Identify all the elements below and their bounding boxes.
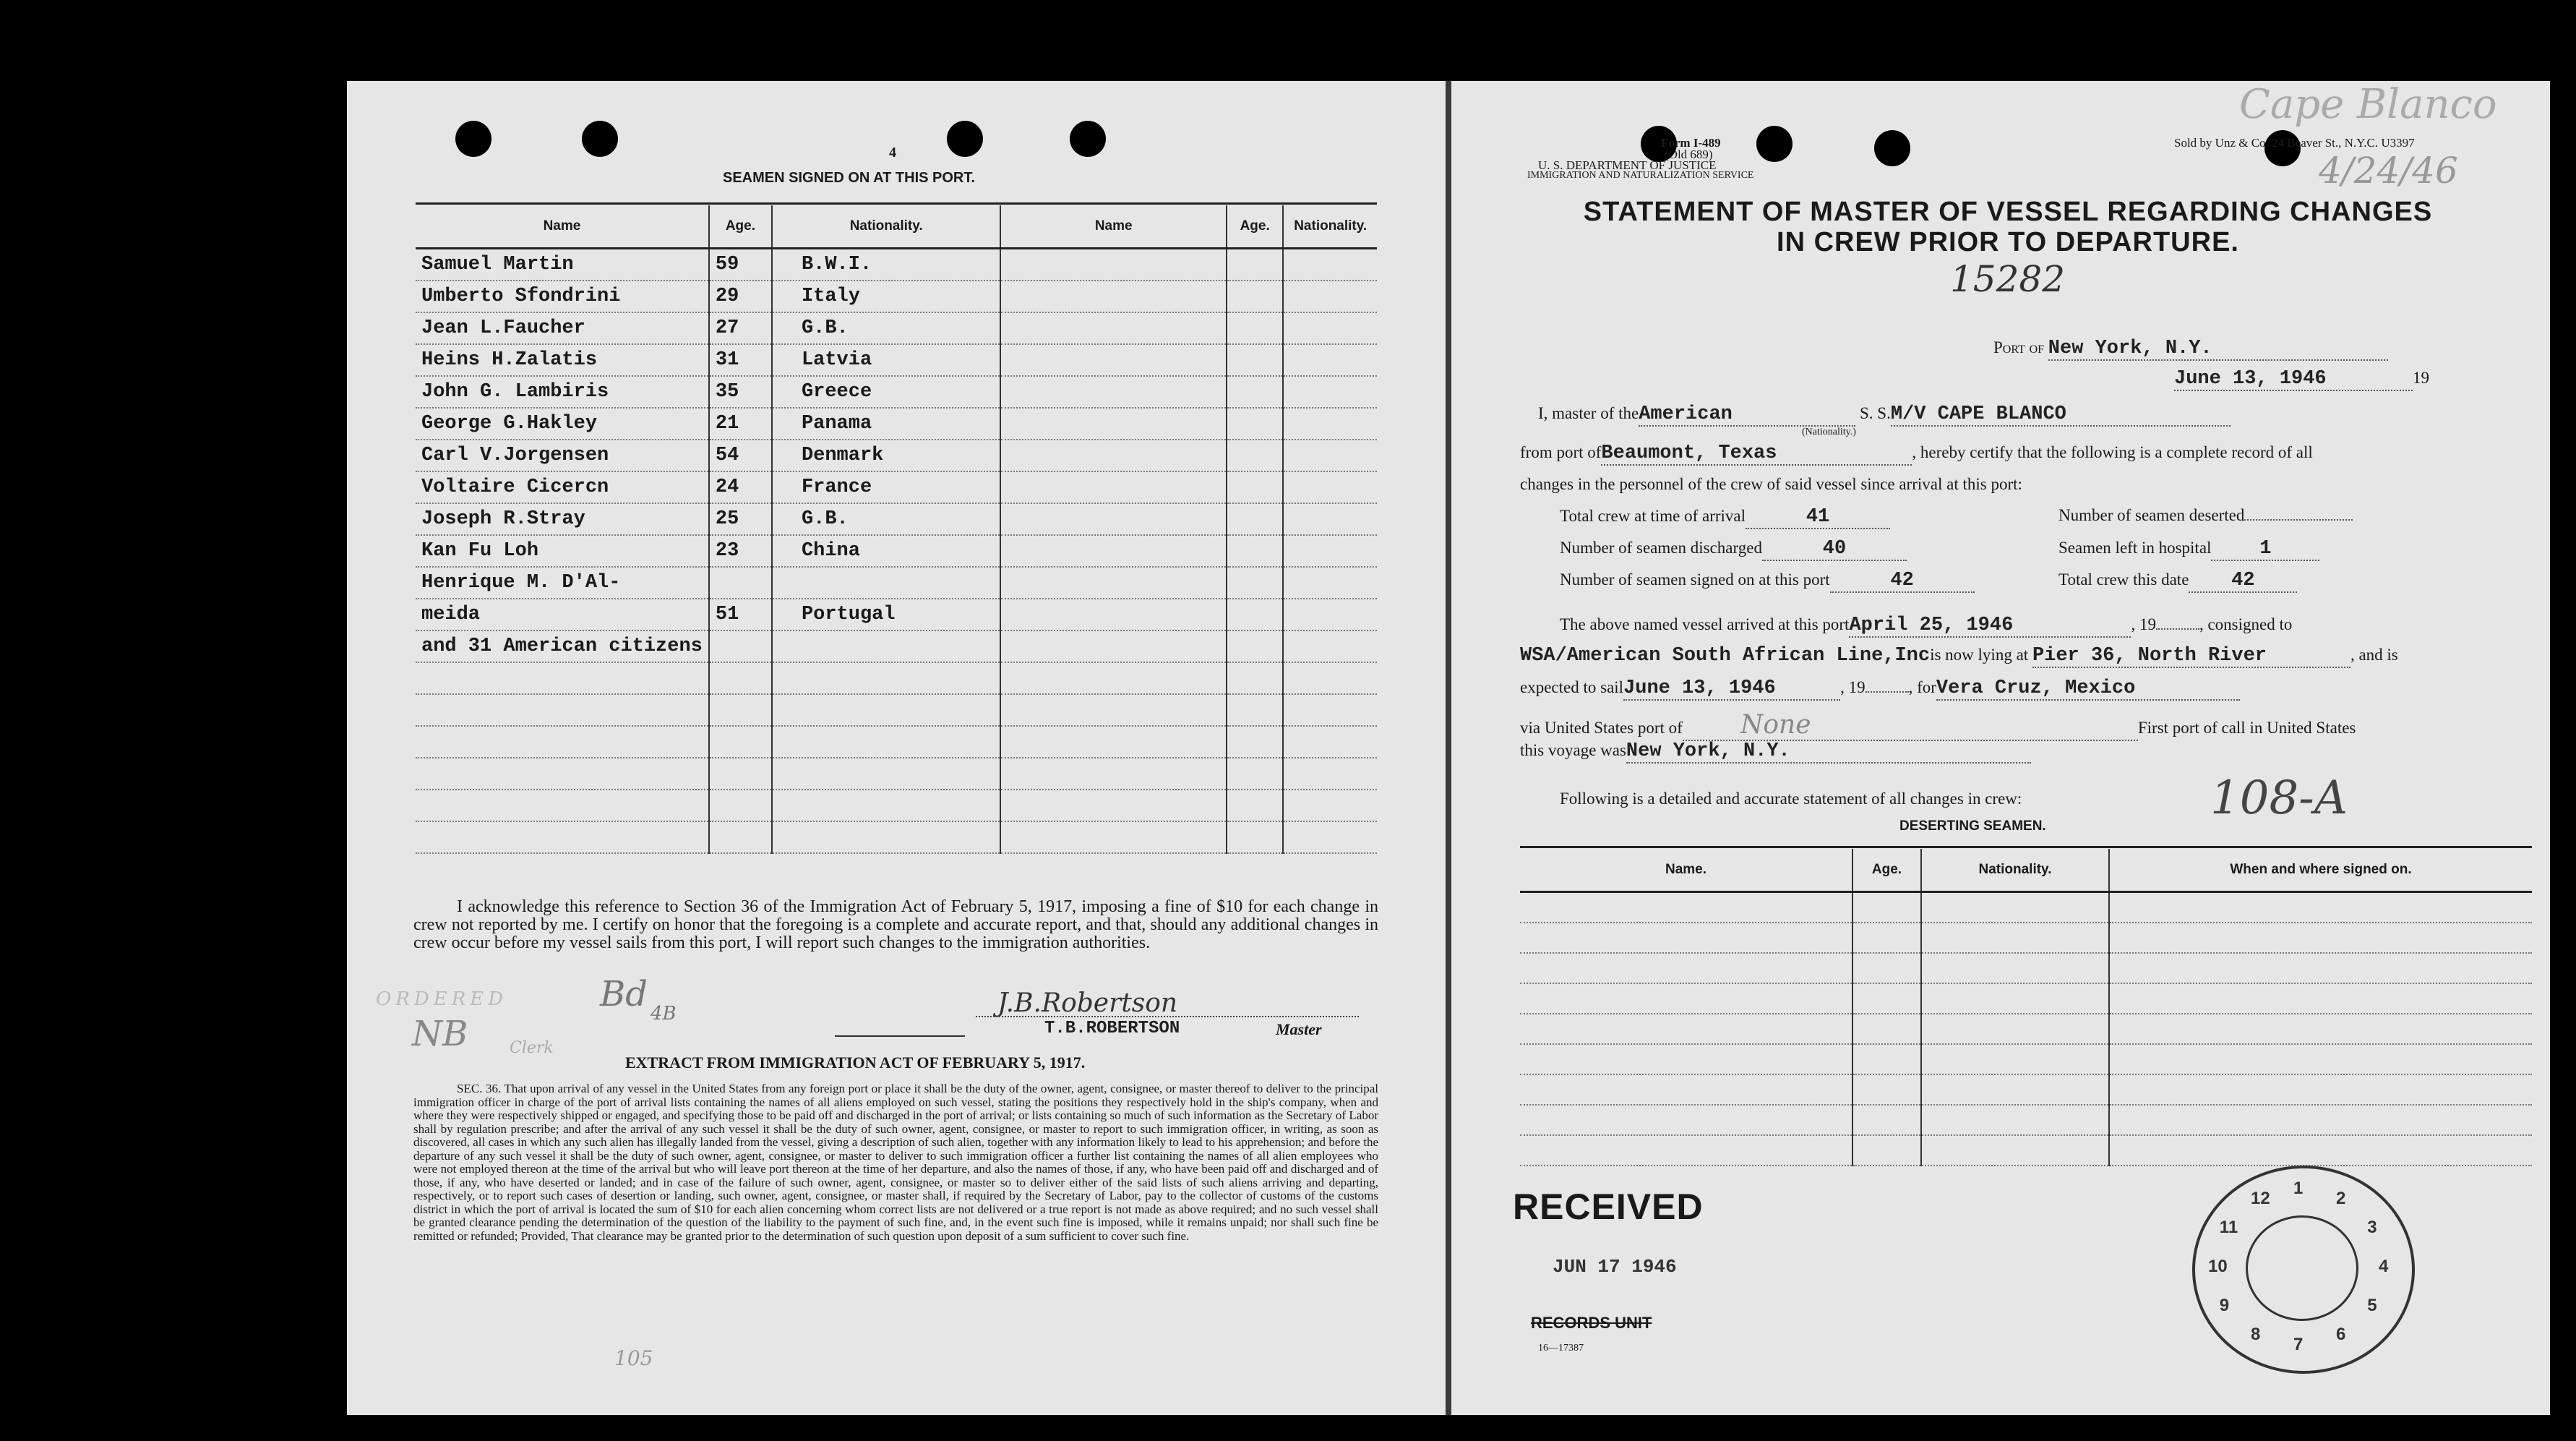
empty-cell — [1852, 983, 1921, 1014]
handwritten-code: 108-A — [2210, 771, 2348, 825]
crew-stat-label: Number of seamen deserted — [2058, 506, 2245, 524]
certify-text: , hereby certify that the following is a complete record of all — [1912, 443, 2313, 461]
nationality-cell: Denmark — [772, 440, 1001, 471]
arrival-value: April 25, 1946 — [1849, 615, 2131, 638]
name-cell: and 31 American citizens — [416, 630, 709, 662]
stamp-digit: 4 — [2379, 1257, 2389, 1276]
acknowledgement-text: I acknowledge this reference to Section 36 of the Immigration Act of February 5, 1917, imposing a fine of $10 for each change in crew not reported by me. I certify on honor that the foregoing is a complete and accurate report, and that, should any additional changes in crew occur before my vessel sails from this port, I will report such changes to the immigration authorities. — [413, 897, 1378, 952]
handwritten-initials: NB — [412, 1014, 468, 1054]
certify-text-2: changes in the personnel of the crew of said vessel since arrival at this port: — [1520, 475, 2022, 493]
table-row — [416, 344, 1377, 376]
table-row — [416, 440, 1377, 471]
column-header: When and where signed on. — [2109, 849, 2532, 892]
received-stamp: RECEIVED — [1513, 1186, 1704, 1227]
crew-stat-value: 40 — [1762, 538, 1907, 561]
nationality-cell: Latvia — [772, 344, 1001, 376]
age-cell — [1227, 535, 1284, 567]
extract-title: EXTRACT FROM IMMIGRATION ACT OF FEBRUARY 5, 1917. — [625, 1053, 1086, 1072]
name-cell — [1000, 758, 1226, 790]
crew-stat-row — [2058, 506, 2470, 538]
empty-cell — [1520, 983, 1852, 1014]
name-cell: Umberto Sfondrini — [416, 281, 709, 312]
empty-cell — [2109, 892, 2532, 923]
age-cell — [1227, 630, 1284, 662]
empty-cell — [1921, 1074, 2109, 1105]
name-cell: Samuel Martin — [416, 249, 709, 281]
nationality-cell — [772, 662, 1001, 694]
table-row — [416, 662, 1377, 694]
stamp-digit: 11 — [2219, 1218, 2238, 1237]
nationality-cell — [1283, 726, 1377, 758]
name-cell — [416, 790, 709, 821]
master-prefix: I, master of the — [1538, 404, 1639, 422]
punch-hole — [947, 121, 983, 157]
crew-stat-value: 42 — [2189, 570, 2297, 593]
nationality-cell — [1283, 821, 1377, 853]
nationality-cell — [1283, 281, 1377, 312]
nationality-cell — [1283, 440, 1377, 471]
name-cell: Heins H.Zalatis — [416, 344, 709, 376]
ordered-stamp: ORDERED — [376, 988, 508, 1010]
empty-cell — [2109, 1014, 2532, 1044]
crew-stat-label: Total crew this date — [2058, 570, 2189, 589]
table-row — [416, 790, 1377, 821]
crew-stat-row — [1560, 506, 2030, 538]
empty-cell — [1520, 1135, 1852, 1166]
form-id: Form I-489 — [1661, 136, 1721, 150]
nationality-cell — [772, 821, 1001, 853]
signature-name: T.B.ROBERTSON — [1044, 1019, 1180, 1038]
column-header: Name — [1000, 205, 1226, 249]
empty-cell — [1852, 1074, 1921, 1105]
vessel-prefix: S. S. — [1859, 404, 1891, 422]
crew-stats — [1560, 506, 2030, 602]
name-cell — [1000, 790, 1226, 821]
sail-prefix: expected to sail — [1520, 678, 1624, 696]
age-cell — [709, 694, 772, 726]
age-cell — [1227, 662, 1284, 694]
service: IMMIGRATION AND NATURALIZATION SERVICE — [1527, 170, 1754, 181]
master-signature: J.B.Robertson — [997, 988, 1178, 1018]
nationality-cell — [1283, 694, 1377, 726]
nationality-cell — [1283, 376, 1377, 408]
nationality-cell — [1283, 503, 1377, 535]
name-cell: John G. Lambiris — [416, 376, 709, 408]
table-row — [416, 376, 1377, 408]
handwritten-date: 4/24/46 — [2319, 150, 2458, 192]
port-value: New York, N.Y. — [2048, 338, 2388, 361]
stamp-digit: 10 — [2208, 1257, 2228, 1276]
empty-cell — [1520, 892, 1852, 923]
table-row — [1520, 1044, 2532, 1074]
arrival-prefix: The above named vessel arrived at this port — [1560, 615, 1850, 633]
nationality-cell: B.W.I. — [772, 249, 1001, 281]
form-title-line2: IN CREW PRIOR TO DEPARTURE. — [1777, 227, 2239, 257]
table-row — [1520, 1014, 2532, 1044]
nationality-cell — [772, 726, 1001, 758]
empty-cell — [1520, 923, 1852, 953]
name-cell: Henrique M. D'Al- — [416, 567, 709, 599]
table-row — [1520, 953, 2532, 983]
empty-cell — [1921, 1105, 2109, 1135]
name-cell — [416, 726, 709, 758]
empty-cell — [2109, 923, 2532, 953]
nationality-cell — [1283, 535, 1377, 567]
empty-cell — [1921, 983, 2109, 1014]
age-cell — [1227, 471, 1284, 503]
name-cell — [1000, 630, 1226, 662]
nationality-cell — [772, 694, 1001, 726]
age-cell — [1227, 376, 1284, 408]
nationality-cell — [1283, 344, 1377, 376]
empty-cell — [1852, 1135, 1921, 1166]
name-cell: Carl V.Jorgensen — [416, 440, 709, 471]
nationality-cell — [1283, 567, 1377, 599]
nationality-cell — [772, 790, 1001, 821]
signature-role: Master — [1276, 1020, 1322, 1038]
form-title-line1: STATEMENT OF MASTER OF VESSEL REGARDING CHANGES — [1583, 197, 2433, 227]
nationality-cell — [1283, 471, 1377, 503]
age-cell: 31 — [709, 344, 772, 376]
nationality-cell — [1283, 790, 1377, 821]
empty-cell — [1520, 1074, 1852, 1105]
section-title: SEAMEN SIGNED ON AT THIS PORT. — [723, 170, 975, 186]
from-port-value: Beaumont, Texas — [1601, 442, 1912, 466]
nationality-cell — [1283, 662, 1377, 694]
table-row — [416, 758, 1377, 790]
form-footer: 16—17387 — [1538, 1343, 1584, 1354]
punch-hole — [455, 121, 491, 157]
deserting-seamen-table — [1520, 849, 2532, 1166]
name-cell — [1000, 535, 1226, 567]
name-cell — [1000, 312, 1226, 344]
name-cell — [416, 662, 709, 694]
punch-hole — [1756, 126, 1793, 162]
age-cell — [709, 630, 772, 662]
name-cell — [1000, 694, 1226, 726]
stamp-digit: 2 — [2336, 1189, 2346, 1209]
column-header: Nationality. — [1283, 205, 1377, 249]
stamp-digit: 1 — [2293, 1179, 2304, 1198]
nationality-cell — [1283, 249, 1377, 281]
column-header: Nationality. — [1921, 849, 2109, 892]
table-row — [416, 599, 1377, 630]
empty-cell — [1921, 1044, 2109, 1074]
lying-text: is now lying at — [1930, 646, 2029, 664]
age-cell — [1227, 440, 1284, 471]
crew-stat-label: Number of seamen signed on at this port — [1560, 570, 1830, 589]
table-row — [416, 408, 1377, 440]
nationality-cell — [1283, 630, 1377, 662]
age-cell — [709, 790, 772, 821]
name-cell — [1000, 599, 1226, 630]
nationality-cell: G.B. — [772, 503, 1001, 535]
crew-stat-row — [2058, 570, 2470, 602]
nationality-caption: (Nationality.) — [1802, 427, 1856, 437]
date-suffix: 19 — [2413, 369, 2429, 387]
first-call-text: First port of call in United States — [2137, 719, 2356, 737]
age-cell: 23 — [709, 535, 772, 567]
crew-stat-row — [1560, 570, 2030, 602]
column-header: Age. — [709, 205, 772, 249]
empty-cell — [1921, 923, 2109, 953]
crew-stat-value: 41 — [1746, 506, 1890, 529]
stamp-digit: 7 — [2293, 1335, 2304, 1354]
port-label: Port of New York, N.Y. — [1993, 338, 2388, 361]
table-row — [416, 821, 1377, 853]
nationality-cell — [1283, 758, 1377, 790]
name-cell: George G.Hakley — [416, 408, 709, 440]
age-cell — [709, 726, 772, 758]
records-unit-stamp: RECORDS UNIT — [1531, 1314, 1652, 1332]
column-header: Name. — [1520, 849, 1852, 892]
age-cell — [1227, 758, 1284, 790]
bottom-mark: 105 — [614, 1346, 653, 1370]
crew-stat-value: 42 — [1830, 570, 1975, 593]
empty-cell — [1520, 1014, 1852, 1044]
age-cell — [1227, 567, 1284, 599]
nationality-cell: China — [772, 535, 1001, 567]
handwritten-note-2: 4B — [651, 1003, 677, 1025]
empty-cell — [2109, 983, 2532, 1014]
nationality-cell — [772, 630, 1001, 662]
crew-stats-right — [2058, 506, 2470, 602]
punch-hole — [1070, 121, 1106, 157]
age-cell — [1227, 249, 1284, 281]
crew-stat-value: 1 — [2211, 538, 2319, 561]
left-page — [347, 81, 1446, 1415]
table-row — [416, 535, 1377, 567]
crew-stat-label: Seamen left in hospital — [2058, 539, 2212, 557]
crew-stat-row — [2058, 538, 2470, 570]
nationality-cell — [772, 758, 1001, 790]
vessel-value: M/V CAPE BLANCO — [1891, 403, 2231, 427]
extract-text: SEC. 36. That upon arrival of any vessel in the United States from any foreign port or place it shall be the duty of the owner, agent, consignee, or master thereof to deliver to the principal immigration officer in charge of the port of arrival lists containing the names of all aliens employed on such vessel, stating the positions they respectively hold in the ship's company, when and where they were respectively shipped or engaged, and specifying those to be paid off and discharged in the port of arrival; or lists containing so much of such information as the Secretary of Labor shall by regulation prescribe; and after the arrival of any such vessel it shall be the duty of such owner, agent, consignee, or master to report to such immigration officer, in writing, as soon as discovered, all cases in which any such alien has illegally landed from the vessel, giving a description of such alien, together with any information likely to lead to his apprehension; and before the departure of any such vessel it shall be the duty of such owner, agent, consignee, or master to deliver to such immigration officer a further list containing the names of all alien employees who were not employed thereon at the time of the arrival but who will leave port thereon at the time of her departure, and also the names of those, if any, who have been paid off and discharged and of those, if any, who have deserted or landed; and in case of the failure of such owner, agent, consignee, or master so to deliver either of the said lists of such aliens arriving and departing, respectively, or to report such cases of desertion or landing, such owner, agent, consignee, or master shall, if required by the Secretary of Labor, pay to the collector of customs of the customs district in which the port of arrival is located the sum of $10 for each alien concerning whom correct lists are not delivered or a true report is not made as above required; and no such vessel shall be granted clearance pending the determination of the question of the liability to the payment of such fine, and, in the event such fine is imposed, while it remains unpaid; nor shall such fine be remitted or refunded; Provided, That clearance may be granted prior to the determination of such question upon deposit of a sum sufficient to cover such fine. — [413, 1082, 1378, 1243]
stamp-digit: 12 — [2251, 1189, 2270, 1209]
empty-cell — [1520, 1105, 1852, 1135]
clerk-stamp: Clerk — [510, 1039, 554, 1057]
age-cell — [1227, 821, 1284, 853]
via-value: None — [1683, 710, 2138, 741]
date-value: June 13, 1946 — [2174, 368, 2413, 391]
table-row — [416, 471, 1377, 503]
age-cell — [709, 821, 772, 853]
consigned-text: , consigned to — [2199, 615, 2293, 633]
name-cell — [1000, 726, 1226, 758]
round-date-stamp — [2192, 1166, 2415, 1374]
stamp-digit: 8 — [2251, 1324, 2261, 1344]
age-cell — [709, 662, 772, 694]
table-row — [1520, 923, 2532, 953]
sail-value: June 13, 1946 — [1623, 677, 1840, 701]
empty-cell — [1852, 953, 1921, 983]
following-text: Following is a detailed and accurate statement of all changes in crew: — [1560, 790, 2022, 808]
sold-by: Sold by Unz & Co. 24 Beaver St., N.Y.C. U3397 — [2174, 136, 2415, 150]
table-row — [416, 312, 1377, 344]
nationality-cell — [1283, 408, 1377, 440]
age-cell: 59 — [709, 249, 772, 281]
nationality-cell: Panama — [772, 408, 1001, 440]
name-cell — [416, 821, 709, 853]
consignee-value: WSA/American South African Line,Inc — [1520, 645, 1931, 667]
table-row — [1520, 983, 2532, 1014]
name-cell — [1000, 376, 1226, 408]
age-cell: 25 — [709, 503, 772, 535]
stamp-digit: 3 — [2367, 1218, 2377, 1237]
destination-value: Vera Cruz, Mexico — [1936, 677, 2240, 701]
right-page: Form I-489 (Old 689) U. S. DEPARTMENT OF JUSTICE IMMIGRATION AND NATURALIZATION SERVICE Sold by Unz & Co. 24 Beaver St., N.Y.C. U3397 Cape Blanco 4/24/46 STATEMENT OF MASTER OF VESSEL REGARDING CHANGES IN CREW PRIOR TO DEPARTURE. 15282 Port of New York, N.Y. June 13, 1946 19 I, master of theAmerican S. S.M/V CAPE BLANCO (Nationality.) from port ofBeaumont, Texas , hereby certify that the following is a complete record of all changes in the personnel of the crew of said vessel since arrival at this port: Total crew at time of arrival 41 Number of seamen discharged 40 Number of seamen signed on at this port 42 Number of seamen deserted Seamen left in hospital 1 Total crew this date 42 The above named vessel arrived at this portApril 25, 1946 , 19 , consigned to WSA/American South African Line,Incis now lying at Pier 36, North River , and is expected to sailJune 13, 1946 , 19 , forVera Cruz, Mexico via United States port of None First port of call in United States this voyage wasNew York, N.Y. Following is a detailed and accurate statement of all changes in crew: 108-A DESERTING SEAMEN. Name. Age. Nationality. When and where signed on. RECEIVED JUN 17 1946 RECORDS UNIT 16—17387 1 2 3 4 5 6 7 8 9 10 11 12 — [1451, 81, 2550, 1415]
name-cell — [416, 694, 709, 726]
name-cell: Voltaire Cicercn — [416, 471, 709, 503]
name-cell: Kan Fu Loh — [416, 535, 709, 567]
stamp-digit: 5 — [2367, 1296, 2377, 1315]
age-cell — [709, 567, 772, 599]
nationality-cell: Greece — [772, 376, 1001, 408]
via-prefix: via United States port of — [1520, 719, 1683, 737]
age-cell — [1227, 694, 1284, 726]
table-row — [1520, 892, 2532, 923]
empty-cell — [2109, 953, 2532, 983]
pier-value: Pier 36, North River — [2032, 645, 2350, 668]
empty-cell — [1852, 892, 1921, 923]
age-cell: 29 — [709, 281, 772, 312]
nationality-cell: Portugal — [772, 599, 1001, 630]
empty-cell — [1921, 1014, 2109, 1044]
name-cell — [1000, 408, 1226, 440]
column-header: Age. — [1227, 205, 1284, 249]
nationality-value: American — [1639, 403, 1855, 427]
name-cell — [1000, 662, 1226, 694]
crew-stat-label: Total crew at time of arrival — [1560, 507, 1746, 525]
file-number: 15282 — [1950, 258, 2066, 300]
name-cell — [1000, 344, 1226, 376]
age-cell: 54 — [709, 440, 772, 471]
table-row — [416, 726, 1377, 758]
name-cell — [1000, 281, 1226, 312]
empty-cell — [1520, 953, 1852, 983]
table-row — [416, 694, 1377, 726]
age-cell: 51 — [709, 599, 772, 630]
age-cell — [1227, 312, 1284, 344]
name-cell — [1000, 440, 1226, 471]
crew-stat-row — [1560, 538, 2030, 570]
department: U. S. DEPARTMENT OF JUSTICE — [1538, 158, 1717, 172]
nationality-cell: G.B. — [772, 312, 1001, 344]
age-cell — [709, 758, 772, 790]
stamp-digit: 9 — [2219, 1296, 2230, 1315]
age-cell: 35 — [709, 376, 772, 408]
age-cell — [1227, 503, 1284, 535]
table-row — [1520, 1074, 2532, 1105]
column-header: Age. — [1852, 849, 1921, 892]
name-cell: Jean L.Faucher — [416, 312, 709, 344]
empty-cell — [2109, 1105, 2532, 1135]
handwritten-vessel-name: Cape Blanco — [2239, 81, 2497, 128]
empty-cell — [2109, 1044, 2532, 1074]
age-cell — [1227, 344, 1284, 376]
empty-cell — [1921, 1135, 2109, 1166]
name-cell — [1000, 821, 1226, 853]
round-stamp-inner — [2246, 1215, 2358, 1321]
crew-stat-value — [2244, 519, 2353, 521]
deserting-title: DESERTING SEAMEN. — [1899, 818, 2046, 834]
name-cell: meida — [416, 599, 709, 630]
empty-cell — [1520, 1044, 1852, 1074]
table-row — [416, 630, 1377, 662]
age-cell — [1227, 599, 1284, 630]
name-cell — [416, 758, 709, 790]
age-cell — [1227, 790, 1284, 821]
column-header: Name — [416, 205, 709, 249]
age-cell: 21 — [709, 408, 772, 440]
age-cell — [1227, 281, 1284, 312]
table-row — [416, 567, 1377, 599]
form-old: (Old 689) — [1665, 147, 1713, 161]
name-cell — [1000, 471, 1226, 503]
punch-hole — [1874, 130, 1910, 166]
empty-cell — [1852, 1044, 1921, 1074]
name-cell — [1000, 567, 1226, 599]
empty-cell — [1852, 1105, 1921, 1135]
nationality-cell — [1283, 599, 1377, 630]
table-row — [416, 503, 1377, 535]
column-header: Nationality. — [772, 205, 1001, 249]
empty-cell — [1852, 923, 1921, 953]
nationality-cell: Italy — [772, 281, 1001, 312]
voyage-value: New York, N.Y. — [1626, 740, 2031, 764]
handwritten-note: Bd — [600, 974, 648, 1014]
empty-cell — [2109, 1074, 2532, 1105]
voyage-prefix: this voyage was — [1520, 741, 1626, 759]
page-number: 4 — [889, 145, 896, 161]
age-cell — [1227, 726, 1284, 758]
age-cell: 27 — [709, 312, 772, 344]
name-cell — [1000, 503, 1226, 535]
name-cell: Joseph R.Stray — [416, 503, 709, 535]
table-row — [1520, 1105, 2532, 1135]
empty-cell — [1921, 892, 2109, 923]
table-row — [416, 281, 1377, 312]
table-row — [1520, 1135, 2532, 1166]
from-port-label: from port of — [1520, 443, 1602, 461]
nationality-cell — [772, 567, 1001, 599]
received-date: JUN 17 1946 — [1553, 1256, 1677, 1278]
name-cell — [1000, 249, 1226, 281]
punch-hole — [582, 121, 618, 157]
crew-stat-label: Number of seamen discharged — [1560, 539, 1762, 557]
age-cell: 24 — [709, 471, 772, 503]
nationality-cell — [1283, 312, 1377, 344]
empty-cell — [1921, 953, 2109, 983]
table-row — [416, 249, 1377, 281]
nationality-cell: France — [772, 471, 1001, 503]
seamen-signed-on-table — [416, 205, 1377, 854]
empty-cell — [1852, 1014, 1921, 1044]
age-cell — [1227, 408, 1284, 440]
empty-cell — [2109, 1135, 2532, 1166]
page-fold — [1446, 81, 1451, 1415]
stamp-digit: 6 — [2336, 1324, 2346, 1344]
